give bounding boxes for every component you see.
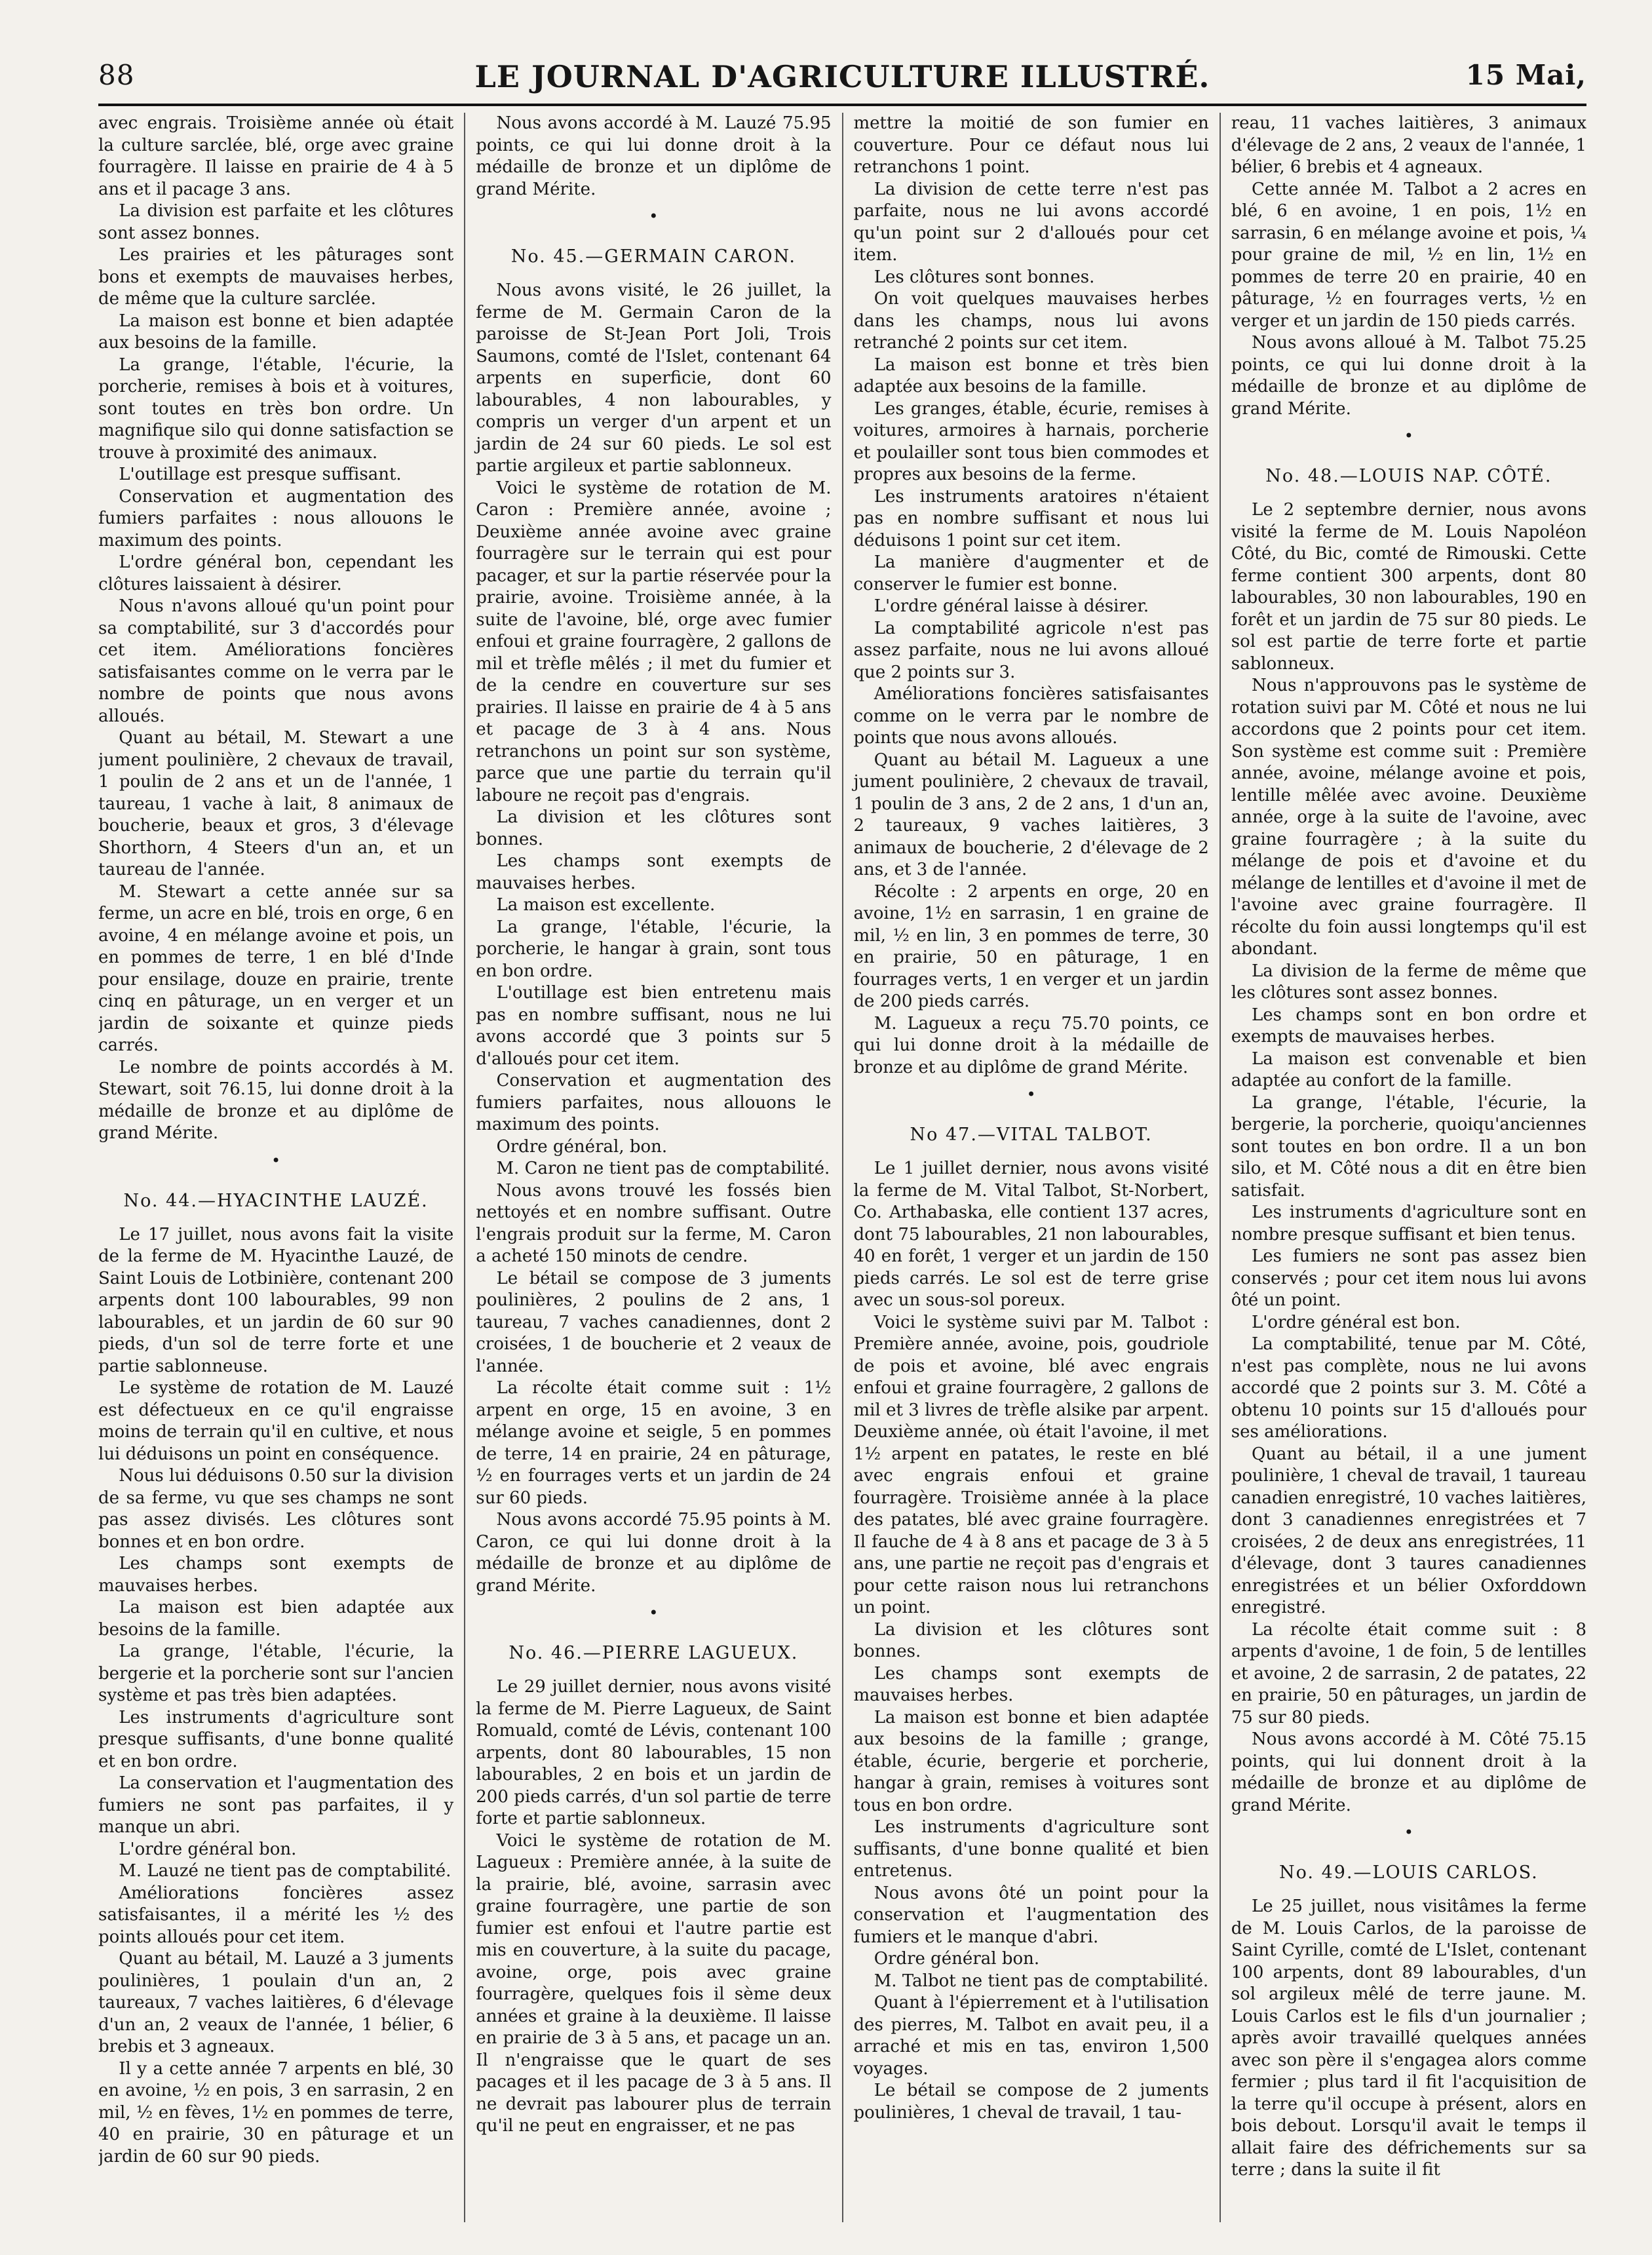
- paragraph: M. Caron ne tient pas de comptabilité.: [496, 1159, 830, 1178]
- column-2: [464, 113, 841, 2222]
- paragraph: La comptabilité, tenue par M. Côté, n'est pas complète, nous ne lui avons accordé que 2 points sur 3. M. Côté a obtenu 10 points sur 15 d'alloués pour ses améliorations.: [1231, 1334, 1586, 1442]
- paragraph: Le 1 juillet dernier, nous avons visité la ferme de M. Vital Talbot, St-Norbert, Co. Arthabaska, elle contient 137 acres, dont 75 labourables, 21 non labourables, 40 en forêt, 1 verger et un jardin de 150 pieds carrés. Le sol est de terre grise avec un sous-sol poreux.: [853, 1159, 1209, 1310]
- journal-title: LE JOURNAL D'AGRICULTURE ILLUSTRÉ.: [474, 59, 1210, 94]
- section-ornament: •: [1404, 427, 1413, 445]
- paragraph: Le 2 septembre dernier, nous avons visité la ferme de M. Louis Napoléon Côté, du Bic, comté de Rimouski. Cette ferme contient 300 arpents, dont 80 labourables, 30 non labourables, 190 en forêt et un jardin de 75 sur 80 pieds. Le sol est partie de terre forte et partie sablonneux.: [1231, 500, 1586, 674]
- paragraph: Ordre général bon.: [874, 1949, 1040, 1969]
- paragraph: Quant au bétail, il a une jument poulinière, 1 cheval de travail, 1 taureau canadien enregistré, 10 vaches laitières, dont 3 canadiennes enregistrées et 7 croisées, 2 de deux ans enregistrées, 11 d'élevage, dont 3 taures canadiennes enregistrées et un bélier Oxforddown enregistré.: [1231, 1444, 1586, 1617]
- paragraph: M. Lagueux a reçu 75.70 points, ce qui lui donne droit à la médaille de bronze et au diplôme de grand Mérite.: [853, 1013, 1209, 1077]
- paragraph: reau, 11 vaches laitières, 3 animaux d'élevage de 2 ans, 2 veaux de l'année, 1 bélier, 6 brebis et 4 agneaux.: [1231, 113, 1586, 177]
- paragraph: La division de la ferme de même que les clôtures sont assez bonnes.: [1231, 961, 1586, 1003]
- paragraph: Les instruments d'agriculture sont presque suffisants, d'une bonne qualité et en bon ordre.: [98, 1707, 454, 1771]
- paragraph: Nous lui déduisons 0.50 sur la division de sa ferme, vu que ses champs ne sont pas assez divisés. Les clôtures sont bonnes et en bon ordre.: [98, 1466, 454, 1552]
- paragraph: Nous n'avons alloué qu'un point pour sa comptabilité, sur 3 d'accordés pour cet item. Améliorations foncières satisfaisantes comme on le verra par le nombre de points que nous avons alloués.: [98, 596, 454, 726]
- paragraph: Il y a cette année 7 arpents en blé, 30 en avoine, ½ en pois, 3 en sarrasin, 2 en mil, ½ en fèves, 1½ en pommes de terre, 40 en prairie, 30 en pâturage et un jardin de 60 sur 90 pieds.: [98, 2058, 454, 2167]
- paragraph: Nous avons ôté un point pour la conservation et l'augmentation des fumiers et le manque d'abri.: [853, 1883, 1209, 1947]
- paragraph: avec engrais. Troisième année où était la culture sarclée, blé, orge avec graine fourragère. Il laisse en prairie de 4 à 5 ans et il pacage 3 ans.: [98, 113, 454, 199]
- page-number: 88: [98, 59, 135, 91]
- paragraph: Conservation et augmentation des fumiers parfaites, nous allouons le maximum des points.: [476, 1071, 832, 1134]
- paragraph: La maison est bien adaptée aux besoins de la famille.: [98, 1598, 454, 1640]
- paragraph: Les clôtures sont bonnes.: [874, 267, 1095, 287]
- paragraph: La grange, l'étable, l'écurie, la porcherie, remises à bois et à voitures, sont toutes en très bon ordre. Un magnifique silo qui donne satisfaction se trouve à proximité des animaux.: [98, 355, 454, 463]
- paragraph: Voici le système de rotation de M. Caron : Première année, avoine ; Deuxième année avoine avec graine fourragère sur le terrain qui est pour pacager, et sur la partie réservée pour la prairie, avoine. Troisième année, à la suite de l'avoine, blé, orge avec fumier enfoui et graine fourragère, 2 gallons de mil et trèfle mêlés ; il met du fumier et de la cendre en couverture sur ses prairies. Il laisse en prairie de 4 à 5 ans et pacage de 3 à 4 ans. Nous retranchons un point sur son système, parce que une partie du terrain qu'il laboure ne reçoit pas d'engrais.: [476, 478, 832, 805]
- paragraph: Les prairies et les pâturages sont bons et exempts de mauvaises herbes, de même que la culture sarclée.: [98, 245, 454, 309]
- paragraph: L'ordre général est bon.: [1251, 1312, 1461, 1332]
- paragraph: Quant au bétail, M. Lauzé a 3 juments poulinières, 1 poulain d'un an, 2 taureaux, 7 vaches laitières, 6 d'élevage d'un an, 2 veaux de l'année, 1 bélier, 6 brebis et 3 agneaux.: [98, 1949, 454, 2056]
- section-ornament: •: [1404, 1823, 1413, 1841]
- paragraph: L'ordre général laisse à désirer.: [874, 596, 1149, 616]
- paragraph: La division et les clôtures sont bonnes.: [853, 1619, 1209, 1661]
- paragraph: La maison est bonne et très bien adaptée aux besoins de la famille.: [853, 355, 1209, 396]
- paragraph: Améliorations foncières satisfaisantes comme on le verra par le nombre de points que nous avons alloués.: [853, 684, 1209, 748]
- paragraph: Les instruments d'agriculture sont suffisants, d'une bonne qualité et bien entretenus.: [853, 1817, 1209, 1881]
- paragraph: Le bétail se compose de 3 juments poulinières, 2 poulins de 2 ans, 1 taureau, 7 vaches canadiennes, dont 2 croisées, 1 de boucherie et 2 veaux de l'année.: [476, 1268, 832, 1376]
- paragraph: Voici le système de rotation de M. Lagueux : Première année, à la suite de la prairie, blé, avoine, sarrasin avec graine fourragère, une partie de son fumier est enfoui et l'autre partie est mis en couverture, à la suite du pacage, avoine, orge, pois avec graine fourragère, quelques fois il sème deux années et graine à la deuxième. Il laisse en prairie de 3 à 5 ans, et pacage un an. Il n'engraisse que le quart de ses pacages et il les pacage de 3 à 5 ans. Il ne devrait pas labourer plus de terrain qu'il ne peut en engraisser, et ne pas: [476, 1830, 832, 2136]
- section-heading: No. 46.—PIERRE LAGUEUX.: [509, 1643, 799, 1663]
- paragraph: Les instruments d'agriculture sont en nombre presque suffisant et bien tenus.: [1231, 1203, 1586, 1244]
- section-ornament: •: [649, 207, 659, 225]
- paragraph: La division et les clôtures sont bonnes.: [476, 807, 832, 849]
- paragraph: Nous avons accordé à M. Côté 75.15 points, qui lui donnent droit à la médaille de bronze et au diplôme de grand Mérite.: [1231, 1729, 1586, 1815]
- paragraph: L'outillage est bien entretenu mais pas en nombre suffisant, nous ne lui avons accordé que 3 points sur 5 d'alloués pour cet item.: [476, 983, 832, 1069]
- paragraph: On voit quelques mauvaises herbes dans les champs, nous lui avons retranché 2 points sur cet item.: [853, 289, 1209, 353]
- paragraph: Le 25 juillet, nous visitâmes la ferme de M. Louis Carlos, de la paroisse de Saint Cyrille, comté de L'Islet, contenant 100 arpents, dont 89 labourables, d'un sol argileux mêlé de terre jaune. M. Louis Carlos est le fils d'un journalier ; après avoir travaillé quelques années avec son père il s'engagea alors comme fermier ; plus tard il fit l'acquisition de la terre qu'il occupe à présent, alors en bois debout. Lorsqu'il avait le temps il allait faire des défrichements sur sa terre ; dans la suite il fit: [1231, 1897, 1586, 2180]
- paragraph: Nous n'approuvons pas le système de rotation suivi par M. Côté et nous ne lui accordons que 2 points pour cet item. Son système est comme suit : Première année, avoine, mélange avoine et pois, lentille mêlée avec avoine. Deuxième année, orge à la suite de l'avoine, avec graine fourragère ; à la suite du mélange de pois et d'avoine et du mélange de lentilles et d'avoine il met de l'avoine avec graine fourragère. Il récolte du foin aussi longtemps qu'il est abondant.: [1231, 676, 1586, 959]
- paragraph: Nous avons accordé à M. Lauzé 75.95 points, ce qui lui donne droit à la médaille de bronze et un diplôme de grand Mérite.: [476, 113, 832, 199]
- paragraph: Les champs sont en bon ordre et exempts de mauvaises herbes.: [1231, 1005, 1586, 1047]
- paragraph: La maison est excellente.: [496, 895, 716, 915]
- paragraph: Nous avons trouvé les fossés bien nettoyés et en nombre suffisant. Outre l'engrais produit sur la ferme, M. Caron a acheté 150 minots de cendre.: [476, 1180, 832, 1266]
- paragraph: Les champs sont exempts de mauvaises herbes.: [98, 1554, 454, 1596]
- paragraph: La grange, l'étable, l'écurie, la bergerie et la porcherie sont sur l'ancien système et pas très bien adaptées.: [98, 1642, 454, 1705]
- paragraph: L'ordre général bon, cependant les clôtures laissaient à désirer.: [98, 552, 454, 594]
- paragraph: Les fumiers ne sont pas assez bien conservés ; pour cet item nous lui avons ôté un point.: [1231, 1246, 1586, 1310]
- section-ornament: •: [649, 1604, 659, 1622]
- issue-date: 15 Mai,: [1465, 59, 1586, 91]
- paragraph: M. Stewart a cette année sur sa ferme, un acre en blé, trois en orge, 6 en avoine, 4 en mélange avoine et pois, un en pommes de terre, 1 en blé d'Inde pour ensilage, douze en prairie, trente cinq en pâturage, un en verger et un jardin de soixante et quinze pieds carrés.: [98, 881, 454, 1055]
- column-4: [1220, 113, 1586, 2222]
- paragraph: Le 29 juillet dernier, nous avons visité la ferme de M. Pierre Lagueux, de Saint Romuald, comté de Lévis, contenant 100 arpents, dont 80 labourables, 15 non labourables, 2 en bois et un jardin de 200 pieds carrés, d'un sol partie de terre forte et partie sablonneux.: [476, 1677, 832, 1828]
- paragraph: Quant au bétail M. Lagueux a une jument poulinière, 2 chevaux de travail, 1 poulin de 3 ans, 2 de 2 ans, 1 d'un an, 2 taureaux, 9 vaches laitières, 3 animaux de boucherie, 2 d'élevage de 2 ans, et 3 de l'année.: [853, 750, 1209, 879]
- paragraph: La grange, l'étable, l'écurie, la bergerie, la porcherie, quoiqu'anciennes sont toutes en bon ordre. Il a un bon silo, et M. Côté nous a dit en être bien satisfait.: [1231, 1092, 1586, 1201]
- paragraph: Ordre général, bon.: [496, 1136, 668, 1157]
- paragraph: La grange, l'étable, l'écurie, la porcherie, le hangar à grain, sont tous en bon ordre.: [476, 917, 832, 981]
- paragraph: Nous avons accordé 75.95 points à M. Caron, ce qui lui donne droit à la médaille de bronze et au diplôme de grand Mérite.: [476, 1510, 832, 1596]
- paragraph: Le système de rotation de M. Lauzé est défectueux en ce qu'il engraisse moins de terrain qu'il en cultive, et nous lui déduisons un point en conséquence.: [98, 1378, 454, 1464]
- paragraph: La maison est bonne et bien adaptée aux besoins de la famille ; grange, étable, écurie, bergerie et porcherie, hangar à grain, remises à voitures sont tous en bon ordre.: [853, 1707, 1209, 1815]
- section-heading: No. 45.—GERMAIN CARON.: [510, 246, 796, 267]
- paragraph: L'ordre général bon.: [119, 1839, 297, 1859]
- column-3: [842, 113, 1220, 2222]
- paragraph: La division de cette terre n'est pas parfaite, nous ne lui avons accordé qu'un point sur 2 d'alloués pour cet item.: [853, 179, 1209, 265]
- page-header: [98, 59, 1586, 106]
- paragraph: mettre la moitié de son fumier en couverture. Pour ce défaut nous lui retranchons 1 point.: [853, 113, 1209, 177]
- paragraph: La manière d'augmenter et de conserver le fumier est bonne.: [853, 552, 1209, 594]
- section-heading: No 47.—VITAL TALBOT.: [910, 1125, 1153, 1145]
- paragraph: Nous avons alloué à M. Talbot 75.25 points, ce qui lui donne droit à la médaille de bronze et au diplôme de grand Mérite.: [1231, 333, 1586, 419]
- column-1: [98, 113, 464, 2222]
- paragraph: La récolte était comme suit : 1½ arpent en orge, 15 en avoine, 3 en mélange avoine et seigle, 5 en pommes de terre, 14 en prairie, 24 en pâturage, ½ en fourrages verts et un jardin de 24 sur 60 pieds.: [476, 1378, 832, 1508]
- paragraph: La division est parfaite et les clôtures sont assez bonnes.: [98, 201, 454, 243]
- paragraph: La conservation et l'augmentation des fumiers ne sont pas parfaites, il y manque un abri.: [98, 1773, 454, 1837]
- paragraph: Les instruments aratoires n'étaient pas en nombre suffisant et nous lui déduisons 1 point sur cet item.: [853, 486, 1209, 550]
- section-ornament: •: [1026, 1085, 1036, 1104]
- paragraph: Les granges, étable, écurie, remises à voitures, armoires à harnais, porcherie et poulailler sont tous bien commodes et propres aux besoins de la ferme.: [853, 398, 1209, 484]
- paragraph: Le nombre de points accordés à M. Stewart, soit 76.15, lui donne droit à la médaille de bronze et au diplôme de grand Mérite.: [98, 1057, 454, 1143]
- paragraph: La récolte était comme suit : 8 arpents d'avoine, 1 de foin, 5 de lentilles et avoine, 2 de sarrasin, 2 de patates, 22 en prairie, 50 en pâturages, un jardin de 75 sur 80 pieds.: [1231, 1619, 1586, 1727]
- paragraph: Le 17 juillet, nous avons fait la visite de la ferme de M. Hyacinthe Lauzé, de Saint Louis de Lotbinière, contenant 200 arpents dont 100 labourables, 99 non labourables, et un jardin de 60 sur 90 pieds, d'un sol de terre forte et une partie sablonneuse.: [98, 1224, 454, 1376]
- paragraph: Le bétail se compose de 2 juments poulinières, 1 cheval de travail, 1 tau-: [853, 2081, 1209, 2123]
- paragraph: Quant à l'épierrement et à l'utilisation des pierres, M. Talbot en avait peu, il a arraché et mis en tas, environ 1,500 voyages.: [853, 1993, 1209, 2079]
- article-columns: [98, 113, 1586, 2222]
- paragraph: Améliorations foncières assez satisfaisantes, il a mérité les ½ des points alloués pour cet item.: [98, 1883, 454, 1947]
- paragraph: La maison est convenable et bien adaptée au confort de la famille.: [1231, 1049, 1586, 1090]
- paragraph: Nous avons visité, le 26 juillet, la ferme de M. Germain Caron de la paroisse de St-Jean Port Joli, Trois Saumons, comté de l'Islet, contenant 64 arpents en superficie, dont 60 labourables, 4 non labourables, y compris un verger d'un arpent et un jardin de 24 sur 60 pieds. Le sol est partie argileux et partie sablonneux.: [476, 280, 832, 476]
- section-heading: No. 48.—LOUIS NAP. CÔTÉ.: [1265, 466, 1552, 486]
- paragraph: Quant au bétail, M. Stewart a une jument poulinière, 2 chevaux de travail, 1 poulin de 2 ans et un de l'année, 1 taureau, 1 vache à lait, 8 animaux de boucherie, beaux et gros, 3 d'élevage Shorthorn, 4 Steers d'un an, et un taureau de l'année.: [98, 728, 454, 879]
- paragraph: Cette année M. Talbot a 2 acres en blé, 6 en avoine, 1 en pois, 1½ en sarrasin, 6 en mélange avoine et pois, ¼ pour graine de mil, ½ en lin, 1½ en pommes de terre 20 en prairie, 40 en pâturage, ½ en fourrages verts, ½ en verger et un jardin de 150 pieds carrés.: [1231, 179, 1586, 331]
- paragraph: Les champs sont exempts de mauvaises herbes.: [853, 1663, 1209, 1705]
- section-heading: No. 44.—HYACINTHE LAUZÉ.: [123, 1190, 429, 1211]
- section-heading: No. 49.—LOUIS CARLOS.: [1279, 1862, 1539, 1883]
- paragraph: Voici le système suivi par M. Talbot : Première année, avoine, pois, goudriole de pois et avoine, blé avec engrais enfoui et graine fourragère, 2 gallons de mil et 3 livres de trèfle alsike par arpent. Deuxième année, où était l'avoine, il met 1½ arpent en patates, le reste en blé avec engrais enfoui et graine fourragère. Troisième année à la place des patates, blé avec graine fourragère. Il fauche de 4 à 8 ans et pacage de 3 à 5 ans, une partie ne reçoit pas d'engrais et pour cette raison nous lui retranchons un point.: [853, 1312, 1209, 1617]
- paragraph: M. Talbot ne tient pas de comptabilité.: [874, 1971, 1209, 1991]
- paragraph: Récolte : 2 arpents en orge, 20 en avoine, 1½ en sarrasin, 1 en graine de mil, ½ en lin, 3 en pommes de terre, 30 en prairie, 50 en pâturage, 1 en fourrages verts, 1 en verger et un jardin de 200 pieds carrés.: [853, 881, 1209, 1011]
- header-rule: [98, 104, 1586, 106]
- paragraph: Les champs sont exempts de mauvaises herbes.: [476, 851, 832, 893]
- paragraph: M. Lauzé ne tient pas de comptabilité.: [119, 1861, 451, 1881]
- paragraph: L'outillage est presque suffisant.: [119, 465, 402, 484]
- paragraph: Conservation et augmentation des fumiers parfaites : nous allouons le maximum des points.: [98, 486, 454, 550]
- paragraph: La maison est bonne et bien adaptée aux besoins de la famille.: [98, 311, 454, 353]
- section-ornament: •: [271, 1151, 281, 1170]
- paragraph: La comptabilité agricole n'est pas assez parfaite, nous ne lui avons alloué que 2 points sur 3.: [853, 618, 1209, 682]
